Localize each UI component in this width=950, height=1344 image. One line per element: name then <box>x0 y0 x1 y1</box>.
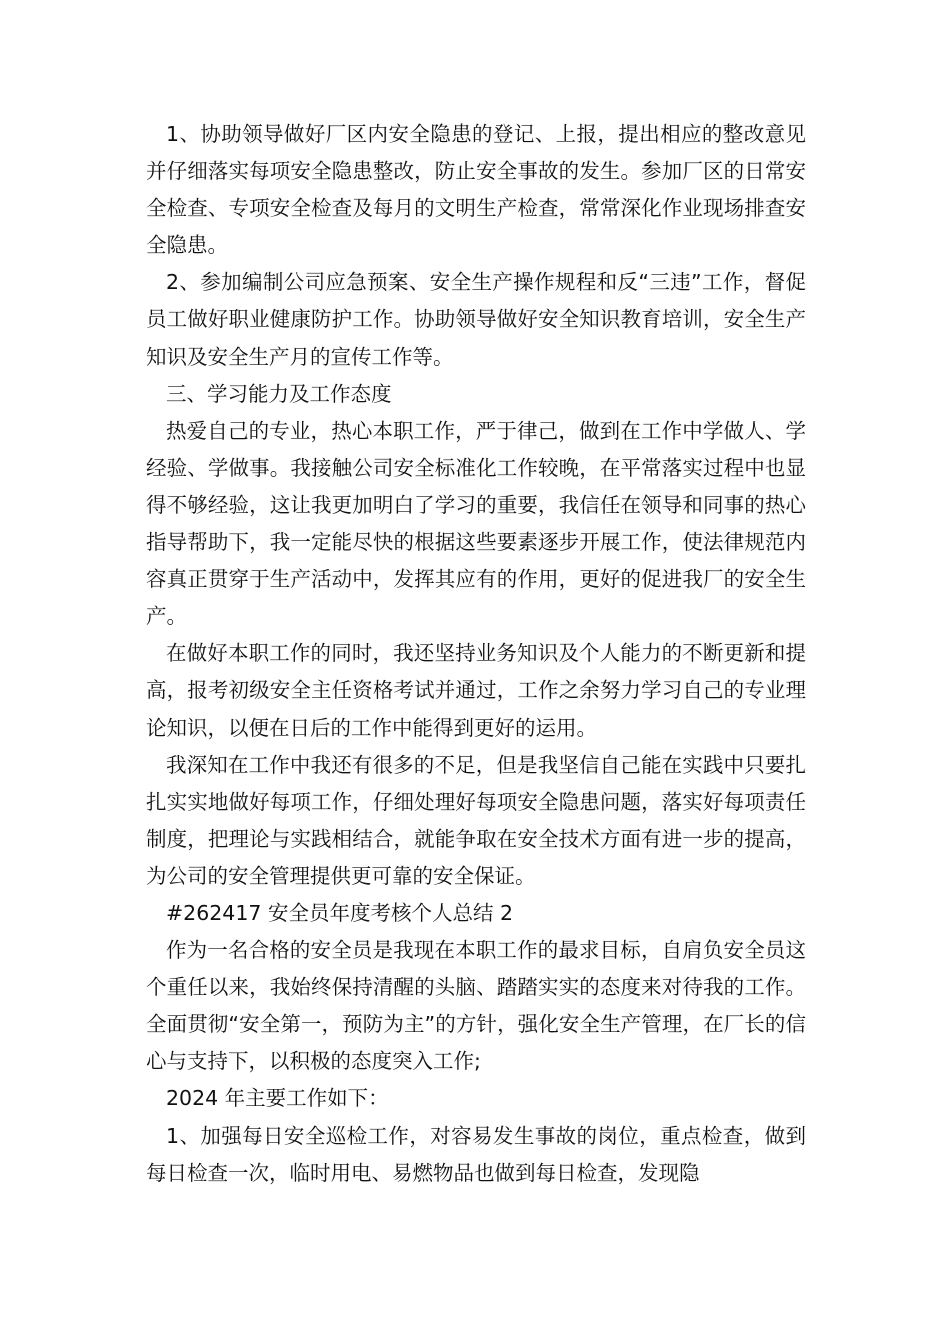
paragraph-item-2: 2、参加编制公司应急预案、安全生产操作规程和反“三违”工作，督促员工做好职业健康防护工作。协助领导做好安全知识教育培训，安全生产知识及安全生产月的宣传工作等。 <box>146 270 806 369</box>
paragraph-work-attitude: 热爱自己的专业，热心本职工作，严于律己，做到在工作中学做人、学经验、学做事。我接触公司安全标准化工作较晚，在平常落实过程中也显得不够经验，这让我更加明白了学习的重要，我信任在领导和同事的热心指导帮助下，我一定能尽快的根据这些要素逐步开展工作，使法律规范内容真正贯穿于生产活动中，发挥其应有的作用，更好的促进我厂的安全生产。 <box>146 418 806 629</box>
main-work-heading: 2024 年主要工作如下： <box>166 1086 389 1111</box>
document-body <box>146 116 806 1192</box>
paragraph-goal: 作为一名合格的安全员是我现在本职工作的最求目标，自肩负安全员这个重任以来，我始终保持清醒的头脑、踏踏实实的态度来对待我的工作。全面贯彻“安全第一，预防为主”的方针，强化安全生产管理，在厂长的信心与支持下，以积极的态度突入工作; <box>146 938 806 1074</box>
summary-title-2: #262417 安全员年度考核个人总结 2 <box>166 900 514 925</box>
paragraph-self-improvement: 在做好本职工作的同时，我还坚持业务知识及个人能力的不断更新和提高，报考初级安全主任资格考试并通过，工作之余努力学习自己的专业理论知识，以便在日后的工作中能得到更好的运用。 <box>146 641 806 740</box>
paragraph-daily-inspection: 1、加强每日安全巡检工作，对容易发生事故的岗位，重点检查，做到每日检查一次，临时用电、易燃物品也做到每日检查，发现隐 <box>146 1123 806 1185</box>
paragraph-item-1: 1、协助领导做好厂区内安全隐患的登记、上报，提出相应的整改意见并仔细落实每项安全隐患整改，防止安全事故的发生。参加厂区的日常安全检查、专项安全检查及每月的文明生产检查，常常深化作业现场排查安全隐患。 <box>146 122 806 258</box>
paragraph-shortcomings: 我深知在工作中我还有很多的不足，但是我坚信自己能在实践中只要扎扎实实地做好每项工作，仔细处理好每项安全隐患问题，落实好每项责任制度，把理论与实践相结合，就能争取在安全技术方面有进一步的提高，为公司的安全管理提供更可靠的安全保证。 <box>146 752 806 888</box>
section-heading-study: 三、学习能力及工作态度 <box>166 381 392 406</box>
